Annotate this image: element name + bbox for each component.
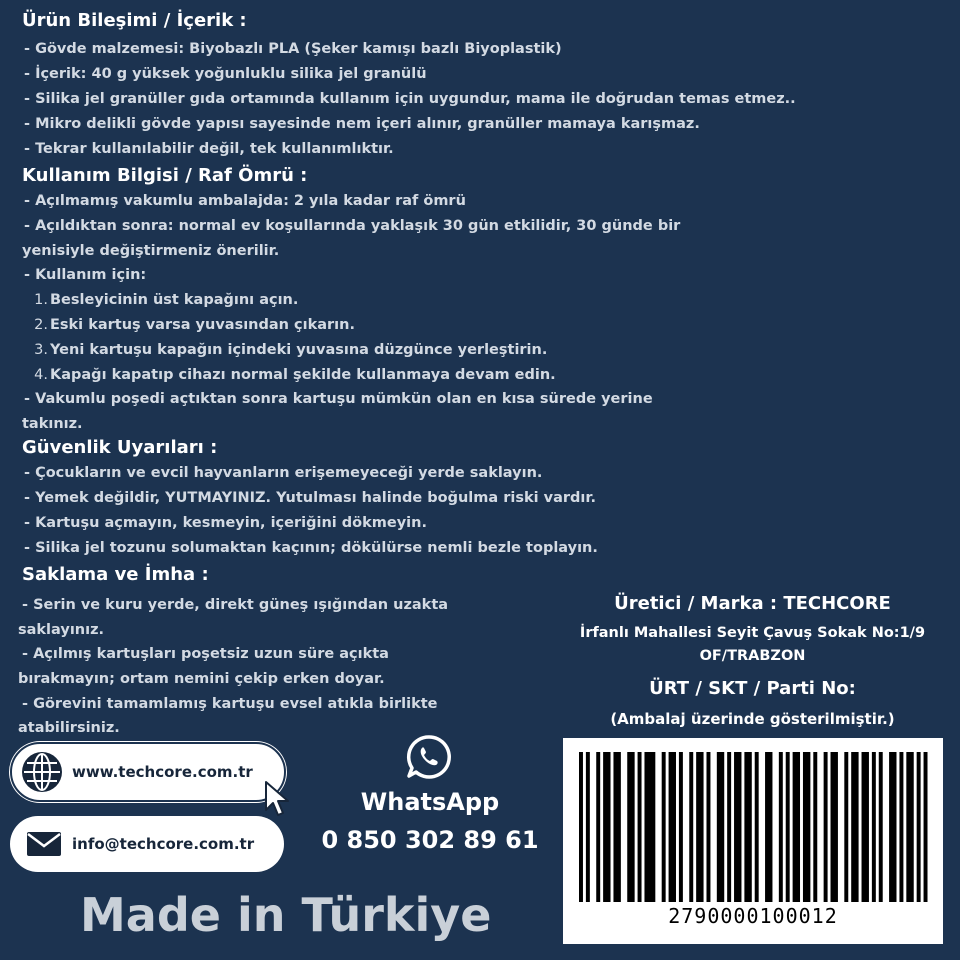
barcode-bar bbox=[793, 752, 797, 902]
barcode-bar bbox=[734, 752, 738, 902]
usage-vacuum-cont: takınız. bbox=[22, 416, 83, 432]
barcode-bar bbox=[586, 752, 590, 902]
barcode-bar bbox=[899, 752, 903, 902]
barcode-number: 2790000100012 bbox=[668, 904, 838, 928]
barcode-bar bbox=[748, 752, 752, 902]
website-text[interactable]: www.techcore.com.tr bbox=[72, 763, 253, 781]
storage-line: saklayınız. bbox=[18, 622, 105, 638]
composition-heading: Ürün Bileşimi / İçerik : bbox=[22, 10, 247, 31]
composition-line: - Tekrar kullanılabilir değil, tek kullanımlıktır. bbox=[24, 141, 394, 157]
barcode-bar bbox=[779, 752, 783, 902]
barcode-bar bbox=[662, 752, 666, 902]
storage-line: - Görevini tamamlamış kartuşu evsel atıkla birlikte bbox=[22, 696, 438, 712]
website-link[interactable] bbox=[10, 742, 286, 802]
barcode-bar bbox=[862, 752, 866, 902]
barcode-bar bbox=[765, 752, 769, 902]
step-number: 1. bbox=[34, 292, 48, 308]
manufacturer-title: Üretici / Marka : TECHCORE bbox=[614, 593, 891, 614]
barcode-bar bbox=[872, 752, 876, 902]
cursor-icon bbox=[262, 780, 296, 818]
barcode-bar bbox=[720, 752, 724, 902]
barcode-bar bbox=[906, 752, 910, 902]
barcode-bar bbox=[648, 752, 652, 902]
barcode-bar bbox=[706, 752, 710, 902]
barcode-bar bbox=[910, 752, 914, 902]
barcode-bar bbox=[631, 752, 635, 902]
barcode-bar bbox=[893, 752, 897, 902]
whatsapp-phone[interactable]: 0 850 302 89 61 bbox=[321, 826, 539, 854]
step-number: 4. bbox=[34, 367, 48, 383]
barcode-bar bbox=[672, 752, 676, 902]
barcode-bar bbox=[844, 752, 848, 902]
barcode-bar bbox=[679, 752, 683, 902]
safety-line: - Yemek değildir, YUTMAYINIZ. Yutulması halinde boğulma riski vardır. bbox=[24, 490, 596, 506]
barcode-bar bbox=[769, 752, 773, 902]
barcode-bar bbox=[917, 752, 921, 902]
usage-after-open: - Açıldıktan sonra: normal ev koşullarında yaklaşık 30 gün etkilidir, 30 günde bir bbox=[24, 218, 681, 234]
storage-line: - Serin ve kuru yerde, direkt güneş ışığından uzakta bbox=[22, 597, 449, 613]
barcode-bar bbox=[834, 752, 838, 902]
barcode-bar bbox=[651, 752, 655, 902]
barcode-bar bbox=[865, 752, 869, 902]
barcode-bar bbox=[824, 752, 828, 902]
whatsapp-label: WhatsApp bbox=[360, 788, 500, 816]
barcode-bar bbox=[786, 752, 790, 902]
barcode-bar bbox=[851, 752, 855, 902]
usage-step bbox=[34, 291, 298, 309]
barcode-bar bbox=[669, 752, 673, 902]
barcode-bar bbox=[644, 752, 648, 902]
barcode-bar bbox=[924, 752, 928, 902]
safety-heading: Güvenlik Uyarıları : bbox=[22, 437, 218, 458]
barcode-bar bbox=[638, 752, 642, 902]
barcode-bar bbox=[796, 752, 800, 902]
composition-line: - İçerik: 40 g yüksek yoğunluklu silika jel granülü bbox=[24, 66, 427, 82]
barcode-bar bbox=[717, 752, 721, 902]
step-text: Eski kartuş varsa yuvasından çıkarın. bbox=[50, 317, 355, 333]
made-in-label: Made in Türkiye bbox=[80, 888, 492, 942]
barcode-bar bbox=[744, 752, 748, 902]
storage-line: bırakmayın; ortam nemini çekip erken doyar. bbox=[18, 671, 385, 687]
usage-step bbox=[34, 316, 355, 334]
manufacturer-address: İrfanlı Mahallesi Seyit Çavuş Sokak No:1/9 bbox=[579, 625, 926, 641]
globe-icon bbox=[20, 750, 64, 794]
step-text: Kapağı kapatıp cihazı normal şekilde kullanmaya devam edin. bbox=[50, 367, 556, 383]
storage-heading: Saklama ve İmha : bbox=[22, 564, 209, 585]
usage-step bbox=[34, 366, 556, 384]
barcode-bar bbox=[813, 752, 817, 902]
safety-line: - Kartuşu açmayın, kesmeyin, içeriğini dökmeyin. bbox=[24, 515, 427, 531]
barcode-bar bbox=[696, 752, 700, 902]
usage-vacuum: - Vakumlu poşedi açtıktan sonra kartuşu mümkün olan en kısa sürede yerine bbox=[24, 391, 653, 407]
safety-line: - Silika jel tozunu solumaktan kaçının; dökülürse nemli bezle toplayın. bbox=[24, 540, 598, 556]
composition-line: - Mikro delikli gövde yapısı sayesinde nem içeri alınır, granüller mamaya karışmaz. bbox=[24, 116, 700, 132]
step-number: 3. bbox=[34, 342, 48, 358]
barcode-bar bbox=[803, 752, 807, 902]
email-text[interactable]: info@techcore.com.tr bbox=[72, 835, 255, 853]
barcode bbox=[563, 738, 943, 944]
composition-line: - Silika jel granüller gıda ortamında kullanım için uygundur, mama ile doğrudan temas etmez.. bbox=[24, 91, 796, 107]
usage-after-open-cont: yenisiyle değiştirmeniz önerilir. bbox=[22, 243, 280, 259]
barcode-bar bbox=[855, 752, 859, 902]
step-text: Besleyicinin üst kapağını açın. bbox=[50, 292, 299, 308]
barcode-bar bbox=[627, 752, 631, 902]
whatsapp-icon bbox=[406, 734, 452, 780]
barcode-bar bbox=[831, 752, 835, 902]
email-link[interactable] bbox=[10, 816, 284, 872]
step-text: Yeni kartuşu kapağın içindeki yuvasına düzgünce yerleştirin. bbox=[50, 342, 548, 358]
barcode-bar bbox=[596, 752, 600, 902]
envelope-icon bbox=[26, 831, 62, 857]
usage-heading: Kullanım Bilgisi / Raf Ömrü : bbox=[22, 165, 308, 186]
safety-line: - Çocukların ve evcil hayvanların erişemeyeceği yerde saklayın. bbox=[24, 465, 543, 481]
barcode-bar bbox=[607, 752, 611, 902]
barcode-bar bbox=[579, 752, 583, 902]
storage-line: - Açılmış kartuşları poşetsiz uzun süre açıkta bbox=[22, 646, 389, 662]
barcode-bar bbox=[806, 752, 810, 902]
lot-title: ÜRT / SKT / Parti No: bbox=[649, 678, 856, 699]
usage-step bbox=[34, 341, 547, 359]
storage-line: atabilirsiniz. bbox=[18, 720, 120, 736]
barcode-bar bbox=[613, 752, 617, 902]
barcode-bar bbox=[689, 752, 693, 902]
barcode-bar bbox=[889, 752, 893, 902]
barcode-bar bbox=[879, 752, 883, 902]
barcode-bar bbox=[617, 752, 621, 902]
lot-note: (Ambalaj üzerinde gösterilmiştir.) bbox=[610, 710, 895, 728]
barcode-bar bbox=[700, 752, 704, 902]
usage-for-use: - Kullanım için: bbox=[24, 267, 147, 283]
step-number: 2. bbox=[34, 317, 48, 333]
usage-shelf-life: - Açılmamış vakumlu ambalajda: 2 yıla kadar raf ömrü bbox=[24, 193, 466, 209]
barcode-bar bbox=[755, 752, 759, 902]
barcode-bar bbox=[727, 752, 731, 902]
composition-line: - Gövde malzemesi: Biyobazlı PLA (Şeker kamışı bazlı Biyoplastik) bbox=[24, 41, 562, 57]
barcode-bar bbox=[738, 752, 742, 902]
manufacturer-city: OF/TRABZON bbox=[699, 648, 806, 664]
barcode-bar bbox=[603, 752, 607, 902]
